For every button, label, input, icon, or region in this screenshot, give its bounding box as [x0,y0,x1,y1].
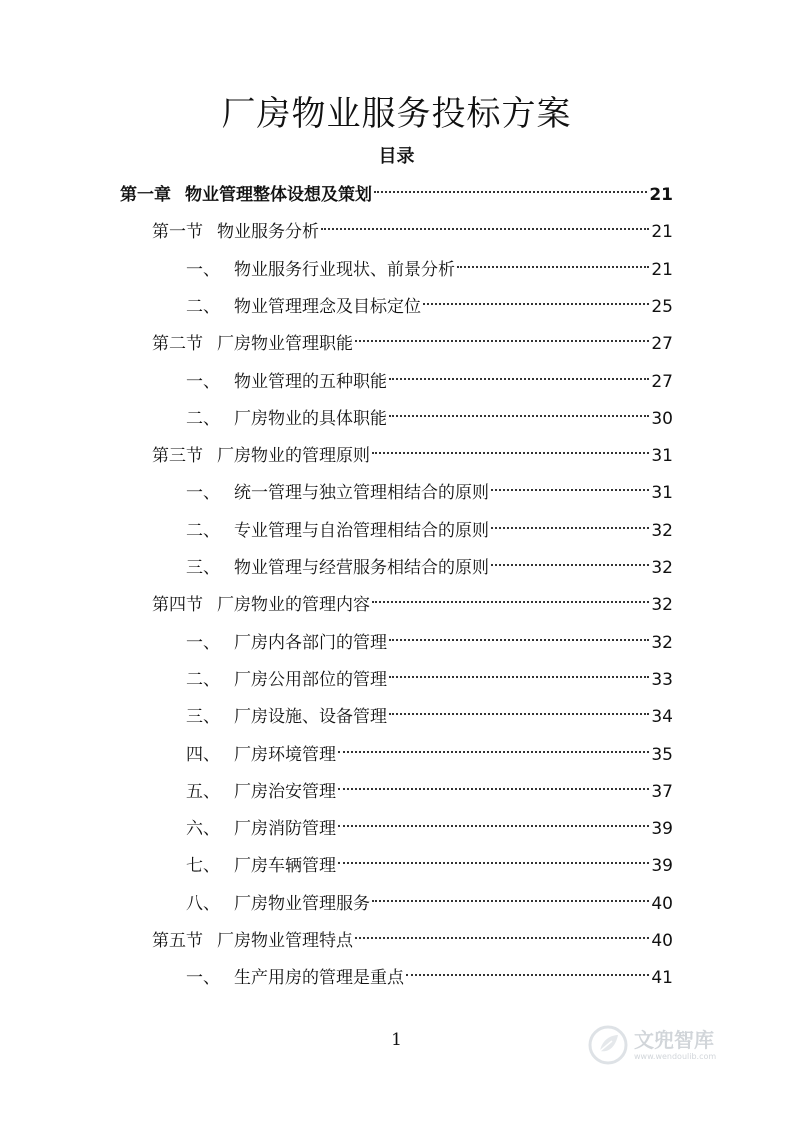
toc-entry-title: 厂房物业的管理原则 [217,446,370,466]
toc-entry-number: 一、 [186,372,220,392]
toc-dot-leader [406,973,649,976]
toc-entry[interactable] [186,960,673,997]
toc-entry-page: 21 [649,185,673,205]
toc-entry-number: 一、 [186,968,220,988]
toc-entry[interactable] [186,662,673,699]
toc-entry-title: 统一管理与独立管理相结合的原则 [234,483,489,503]
toc-entry[interactable] [120,177,673,214]
toc-entry-number: 七、 [186,856,220,876]
toc-entry-title: 物业管理与经营服务相结合的原则 [234,558,489,578]
toc-dot-leader [389,414,649,417]
toc-entry-page: 39 [651,856,673,876]
toc-entry-number: 三、 [186,558,220,578]
toc-heading: 目录 [378,146,415,167]
toc-entry-page: 33 [651,670,673,690]
toc-dot-leader [372,451,649,454]
toc-entry[interactable] [186,550,673,587]
toc-entry-page: 21 [651,222,673,242]
toc-dot-leader [389,712,649,715]
toc-entry[interactable] [186,289,673,326]
toc-entry[interactable] [186,625,673,662]
toc-entry-page: 21 [651,260,673,280]
toc-dot-leader [372,899,649,902]
toc-dot-leader [338,750,649,753]
toc-entry[interactable] [152,214,673,251]
toc-entry[interactable] [186,475,673,512]
toc-entry-number: 三、 [186,707,220,727]
toc-entry-title: 厂房物业管理职能 [217,334,353,354]
toc-entry[interactable] [152,587,673,624]
toc-dot-leader [491,488,649,491]
toc-entry-page: 37 [651,782,673,802]
toc-entry-title: 厂房物业管理服务 [234,894,370,914]
toc-entry[interactable] [186,848,673,885]
toc-dot-leader [355,339,649,342]
toc-entry-title: 生产用房的管理是重点 [234,968,404,988]
toc-entry[interactable] [186,811,673,848]
toc-entry[interactable] [186,513,673,550]
toc-entry-page: 40 [651,894,673,914]
toc-entry-number: 第五节 [152,931,203,951]
toc-entry-number: 六、 [186,819,220,839]
toc-entry-title: 厂房设施、设备管理 [234,707,387,727]
toc-entry-number: 第二节 [152,334,203,354]
toc-entry-title: 厂房车辆管理 [234,856,336,876]
toc-entry-title: 专业管理与自治管理相结合的原则 [234,521,489,541]
toc-entry-number: 二、 [186,297,220,317]
toc-entry-page: 34 [651,707,673,727]
toc-dot-leader [372,600,649,603]
toc-dot-leader [491,526,649,529]
toc-dot-leader [389,675,649,678]
toc-dot-leader [321,227,649,230]
toc-dot-leader [491,563,649,566]
watermark-url: www.wendoulib.com [634,1052,717,1061]
page-number: 1 [391,1030,402,1050]
toc-entry-title: 厂房消防管理 [234,819,336,839]
toc-entry[interactable] [152,326,673,363]
toc-dot-leader [355,936,649,939]
toc-entry-page: 32 [651,633,673,653]
toc-entry-number: 五、 [186,782,220,802]
toc-entry-title: 厂房物业管理特点 [217,931,353,951]
toc-entry-number: 一、 [186,260,220,280]
toc-entry-title: 厂房内各部门的管理 [234,633,387,653]
toc-entry[interactable] [186,774,673,811]
toc-entry-page: 32 [651,558,673,578]
toc-entry-title: 厂房公用部位的管理 [234,670,387,690]
watermark-name: 文兜智库 [634,1028,714,1052]
toc-dot-leader [389,377,649,380]
toc-entry-page: 35 [651,745,673,765]
toc-entry-page: 25 [651,297,673,317]
toc-dot-leader [338,861,649,864]
toc-entry-number: 第一节 [152,222,203,242]
document-title: 厂房物业服务投标方案 [221,94,572,134]
toc-entry-page: 27 [651,334,673,354]
toc-entry[interactable] [186,364,673,401]
toc-entry[interactable] [152,438,673,475]
toc-entry-page: 31 [651,446,673,466]
leaf-logo-icon [588,1025,628,1065]
toc-dot-leader [423,302,649,305]
toc-entry[interactable] [186,401,673,438]
toc-entry-page: 32 [651,595,673,615]
toc-entry[interactable] [152,923,673,960]
toc-entry-title: 物业管理整体设想及策划 [185,185,372,205]
toc-entry[interactable] [186,699,673,736]
toc-dot-leader [338,787,649,790]
toc-dot-leader [457,265,649,268]
toc-entry-title: 厂房治安管理 [234,782,336,802]
toc-entry-number: 二、 [186,409,220,429]
toc-entry-number: 第四节 [152,595,203,615]
toc-entry-title: 物业服务行业现状、前景分析 [234,260,455,280]
toc-entry[interactable] [186,252,673,289]
toc-entry-number: 二、 [186,670,220,690]
toc-entry-page: 32 [651,521,673,541]
toc-entry-page: 40 [651,931,673,951]
watermark [588,1020,758,1070]
toc-entry-page: 39 [651,819,673,839]
toc-dot-leader [338,824,649,827]
toc-entry-number: 二、 [186,521,220,541]
toc-entry-title: 物业服务分析 [217,222,319,242]
toc-entry-page: 27 [651,372,673,392]
toc-entry-number: 一、 [186,483,220,503]
toc-entry-number: 第三节 [152,446,203,466]
toc-entry-page: 41 [651,968,673,988]
toc-entry-title: 厂房物业的管理内容 [217,595,370,615]
toc-entry-page: 31 [651,483,673,503]
toc-entry-page: 30 [651,409,673,429]
toc-dot-leader [389,638,649,641]
toc-entry-number: 四、 [186,745,220,765]
toc-entry[interactable] [186,737,673,774]
toc-entry-number: 第一章 [120,185,171,205]
toc-entry-title: 物业管理理念及目标定位 [234,297,421,317]
toc-entry-number: 八、 [186,894,220,914]
toc-entry-number: 一、 [186,633,220,653]
toc-entry[interactable] [186,886,673,923]
toc-entry-title: 物业管理的五种职能 [234,372,387,392]
toc-entry-title: 厂房物业的具体职能 [234,409,387,429]
toc-entry-title: 厂房环境管理 [234,745,336,765]
toc-dot-leader [374,190,647,193]
